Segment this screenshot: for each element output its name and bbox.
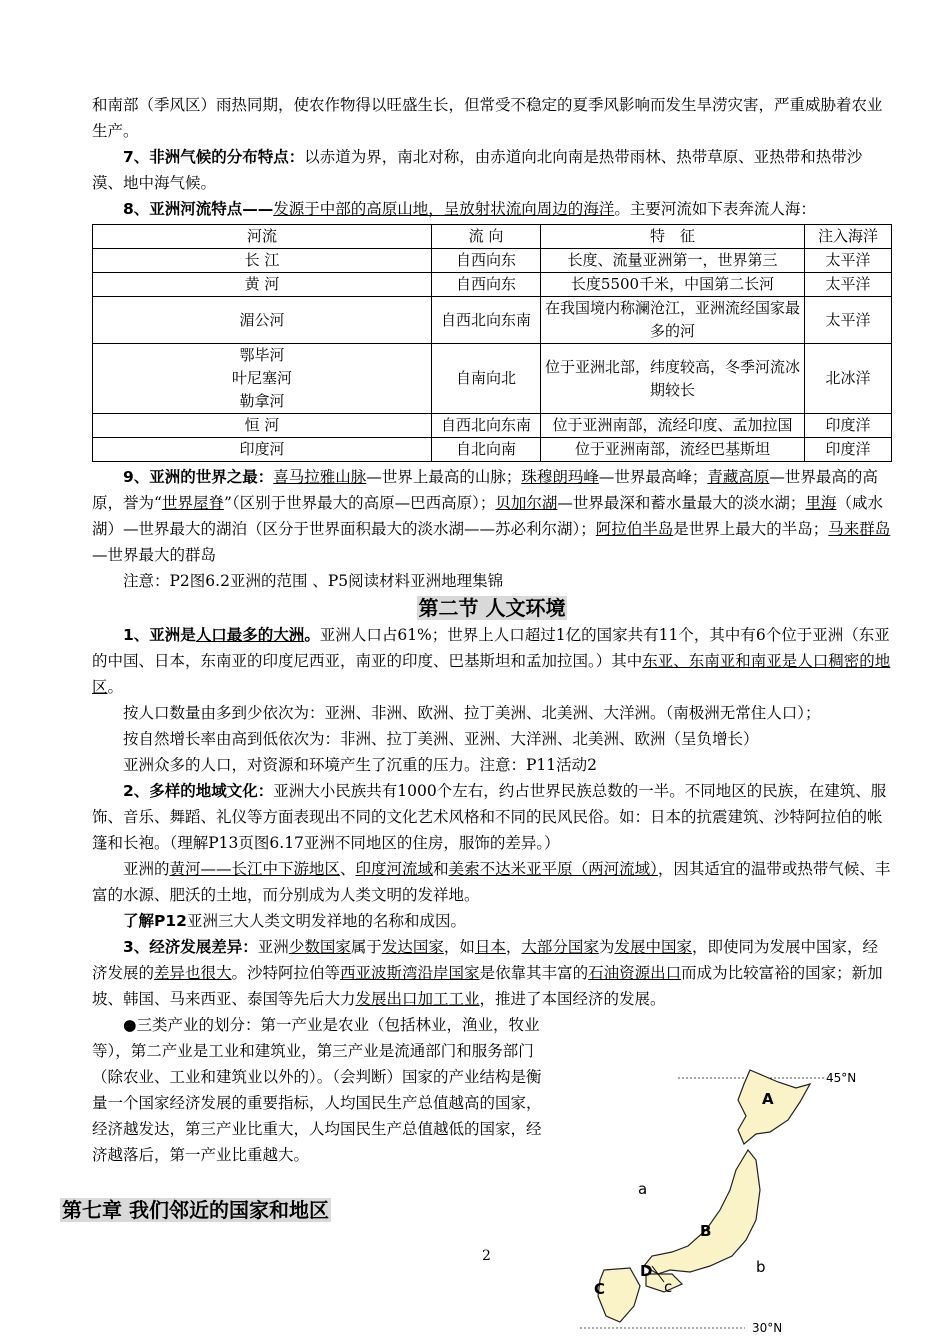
underlined-term: 少数国家 bbox=[288, 938, 351, 956]
table-cell: 太平洋 bbox=[805, 273, 892, 297]
table-row bbox=[93, 414, 892, 438]
underlined-term: 青藏高原 bbox=[707, 468, 770, 486]
map-label-D: D bbox=[640, 1262, 653, 1280]
underlined-term: 大部分国家 bbox=[521, 938, 599, 956]
map-label-A: A bbox=[762, 1090, 774, 1108]
p7-heading: 7、非洲气候的分布特点： bbox=[123, 148, 305, 166]
table-cell: 印度河 bbox=[93, 438, 432, 462]
text-span: （咸水湖）—世界最大的湖泊（区分于世界面积最大的淡水湖——苏必利尔湖）； bbox=[92, 494, 883, 538]
table-cell: 位于亚洲南部，流经巴基斯坦 bbox=[541, 438, 805, 462]
map-label-b: b bbox=[756, 1258, 766, 1276]
civilization-paragraph bbox=[92, 856, 892, 908]
text-span: —世界最高峰； bbox=[598, 468, 708, 486]
table-header-cell: 流 向 bbox=[432, 225, 541, 249]
map-label-C: C bbox=[594, 1280, 606, 1298]
table-cell: 黄 河 bbox=[93, 273, 432, 297]
text-span: 、 bbox=[340, 860, 356, 878]
underlined-term: 阿拉伯半岛 bbox=[595, 520, 674, 538]
p9-heading: 9、亚洲的世界之最： bbox=[123, 468, 274, 486]
table-header-cell: 河流 bbox=[93, 225, 432, 249]
p8-underlined: 发源于中部的高原山地，呈放射状流向周边的海洋 bbox=[273, 200, 615, 218]
table-row bbox=[93, 297, 892, 344]
text-span: —世界最高的高原，誉为“ bbox=[92, 468, 878, 512]
section-2-point-3: 3、经济发展差异：亚洲少数国家属于发达国家，如日本，大部分国家为发展中国家，即使同为发展中国家，经济发展的差异也很大。沙特阿拉伯等西亚波斯湾沿岸国家是依靠其丰富的石油资源出口而成为比较富裕的国家；新加坡、韩国、马来西亚、泰国等先后大力发展出口加工工业，推进了本国经济的发展。 bbox=[92, 938, 883, 1008]
text-span: —世界最深和蓄水量最大的淡水湖； bbox=[557, 494, 806, 512]
civilization-note: 了解P12亚洲三大人类文明发祥地的名称和成因。 bbox=[123, 912, 466, 930]
underlined-term: 珠穆朗玛峰 bbox=[521, 468, 599, 486]
underlined-term: 喜马拉雅山脉 bbox=[273, 468, 367, 486]
text-span: ，即使同为发展中国家，经济发展的 bbox=[92, 938, 878, 982]
table-cell: 自南向北 bbox=[432, 344, 541, 414]
table-cell: 湄公河 bbox=[93, 297, 432, 344]
lat-45-label: 45°N bbox=[826, 1071, 857, 1085]
table-cell: 北冰洋 bbox=[805, 344, 892, 414]
table-cell: 自西北向东南 bbox=[432, 414, 541, 438]
population-order: 按人口数量由多到少依次为：亚洲、非洲、欧洲、拉丁美洲、北美洲、大洋洲。（南极洲无常住人口）； bbox=[123, 704, 821, 722]
table-header-cell: 注入海洋 bbox=[805, 225, 892, 249]
table-cell: 太平洋 bbox=[805, 249, 892, 273]
table-row bbox=[93, 438, 892, 462]
rivers-table bbox=[92, 224, 892, 462]
text-span: ，推进了本国经济的发展。 bbox=[479, 990, 666, 1008]
underlined-term: 日本 bbox=[474, 938, 506, 956]
underlined-term: 世界屋脊 bbox=[161, 494, 224, 512]
text-span: 。沙特阿拉伯等 bbox=[231, 964, 341, 982]
section-2-point-1: 1、亚洲是人口最多的大洲。亚洲人口占61%；世界上人口超过1亿的国家共有11个，其中有6个位于亚洲（东亚的中国、日本，东南亚的印度尼西亚，南亚的印度、巴基斯坦和孟加拉国。）其中东亚、东南亚和南亚是人口稠密的地区。 bbox=[92, 626, 891, 696]
table-body bbox=[93, 249, 892, 462]
table-cell: 位于亚洲北部，纬度较高，冬季河流冰期较长 bbox=[541, 344, 805, 414]
page-number: 2 bbox=[482, 1248, 491, 1264]
table-cell: 自北向南 bbox=[432, 438, 541, 462]
underlined-term: 发展出口加工工业 bbox=[355, 990, 480, 1008]
paragraph-7 bbox=[92, 144, 892, 196]
underlined-term: 发达国家 bbox=[381, 938, 444, 956]
table-row bbox=[93, 249, 892, 273]
chapter-7-title: 第七章 我们邻近的国家和地区 bbox=[62, 1198, 329, 1222]
text-span: ”（区别于世界最大的高原—巴西高原）； bbox=[223, 494, 496, 512]
map-label-a: a bbox=[638, 1180, 648, 1198]
text-span: 是依靠其丰富的 bbox=[479, 964, 589, 982]
table-cell: 自西向东 bbox=[432, 249, 541, 273]
japan-map bbox=[560, 1060, 890, 1344]
p7-text: 以赤道为界，南北对称，由赤道向北向南是热带雨林、热带草原、亚热带和热带沙漠、地中海气候。 bbox=[92, 148, 863, 192]
table-cell: 长度、流量亚洲第一，世界第三 bbox=[541, 249, 805, 273]
table-cell: 自西向东 bbox=[432, 273, 541, 297]
table-cell: 印度洋 bbox=[805, 438, 892, 462]
table-cell: 印度洋 bbox=[805, 414, 892, 438]
monsoon-paragraph: 和南部（季风区）雨热同期，使农作物得以旺盛生长，但常受不稳定的夏季风影响而发生旱涝灾害，严重威胁着农业生产。 bbox=[92, 96, 883, 140]
industry-paragraph: ●三类产业的划分：第一产业是农业（包括林业，渔业，牧业等），第二产业是工业和建筑业，第三产业是流通部门和服务部门（除农业、工业和建筑业以外的）。（会判断）国家的产业结构是衡量一个国家经济发展的重要指标，人均国民生产总值越高的国家，经济越发达，第三产业比重大，人均国民生产总值越低的国家，经济越落后，第一产业比重越大。 bbox=[92, 1016, 542, 1164]
text-span: 属于 bbox=[350, 938, 382, 956]
table-header-cell: 特 征 bbox=[541, 225, 805, 249]
lat-30-label: 30°N bbox=[752, 1321, 783, 1335]
table-header-row bbox=[93, 225, 892, 249]
underlined-term: 黄河——长江中下游地区 bbox=[169, 860, 341, 878]
table-cell: 在我国境内称澜沧江，亚洲流经国家最多的河 bbox=[541, 297, 805, 344]
underlined-term: 发展中国家 bbox=[614, 938, 692, 956]
underlined-term: 差异也很大 bbox=[154, 964, 232, 982]
population-pressure: 亚洲众多的人口，对资源和环境产生了沉重的压力。注意：P11活动2 bbox=[123, 756, 598, 774]
section-2-title: 第二节 人文环境 bbox=[418, 596, 566, 620]
text-span: —世界最大的群岛 bbox=[92, 546, 217, 564]
text-span: 而成为比较富裕的国家；新加坡、韩国、马来西亚、泰国等先后大力 bbox=[92, 964, 883, 1008]
map-label-B: B bbox=[700, 1222, 712, 1240]
paragraph-9 bbox=[92, 464, 892, 568]
table-cell: 恒 河 bbox=[93, 414, 432, 438]
underlined-term: 贝加尔湖 bbox=[495, 494, 558, 512]
underlined-term: 印度河流域 bbox=[355, 860, 434, 878]
text-span: 亚洲 bbox=[257, 938, 289, 956]
table-cell: 鄂毕河 叶尼塞河 勒拿河 bbox=[93, 344, 432, 414]
table-cell: 太平洋 bbox=[805, 297, 892, 344]
text-span: 和 bbox=[433, 860, 449, 878]
table-cell: 自西北向东南 bbox=[432, 297, 541, 344]
text-span: ，因其适宜的温带或热带气候、丰富的水源、肥沃的土地，而分别成为人类文明的发祥地。 bbox=[92, 860, 891, 904]
underlined-term: 马来群岛 bbox=[828, 520, 891, 538]
table-row bbox=[93, 273, 892, 297]
text-span: —世界上最高的山脉； bbox=[366, 468, 522, 486]
table-cell: 位于亚洲南部，流经印度、孟加拉国 bbox=[541, 414, 805, 438]
text-span: ， bbox=[505, 938, 522, 956]
table-cell: 长 江 bbox=[93, 249, 432, 273]
underlined-term: 西亚波斯湾沿岸国家 bbox=[340, 964, 480, 982]
underlined-term: 美索不达米亚平原（两河流域） bbox=[448, 860, 658, 878]
p8-heading: 8、亚洲河流特点—— bbox=[123, 200, 274, 218]
text-span: 是世界上最大的半岛； bbox=[673, 520, 829, 538]
growth-order: 按自然增长率由高到低依次为：非洲、拉丁美洲、亚洲、大洋洲、北美洲、欧洲（呈负增长） bbox=[123, 730, 759, 748]
table-row bbox=[93, 344, 892, 414]
paragraph-8 bbox=[92, 196, 892, 222]
underlined-term: 石油资源出口 bbox=[588, 964, 682, 982]
text-span: ，如 bbox=[443, 938, 475, 956]
note-1: 注意：P2图6.2亚洲的范围 、P5阅读材料亚洲地理集锦 bbox=[123, 572, 504, 590]
table-cell: 长度5500千米，中国第二长河 bbox=[541, 273, 805, 297]
p8-text: 。主要河流如下表奔流人海： bbox=[614, 200, 816, 218]
map-label-c: c bbox=[664, 1278, 673, 1296]
document-page bbox=[92, 92, 892, 1168]
text-span: 亚洲的 bbox=[123, 860, 170, 878]
section-2-point-2: 2、多样的地域文化：亚洲大小民族共有1000个左右，约占世界民族总数的一半。不同地区的民族，在建筑、服饰、音乐、舞蹈、礼仪等方面表现出不同的文化艺术风格和不同的民风民俗。如：日本的抗震建筑、沙特阿拉伯的帐篷和长袍。（理解P13页图6.17亚洲不同地区的住房，服饰的差异。） bbox=[92, 782, 887, 852]
text-span: 为 bbox=[598, 938, 615, 956]
underlined-term: 里海 bbox=[805, 494, 837, 512]
